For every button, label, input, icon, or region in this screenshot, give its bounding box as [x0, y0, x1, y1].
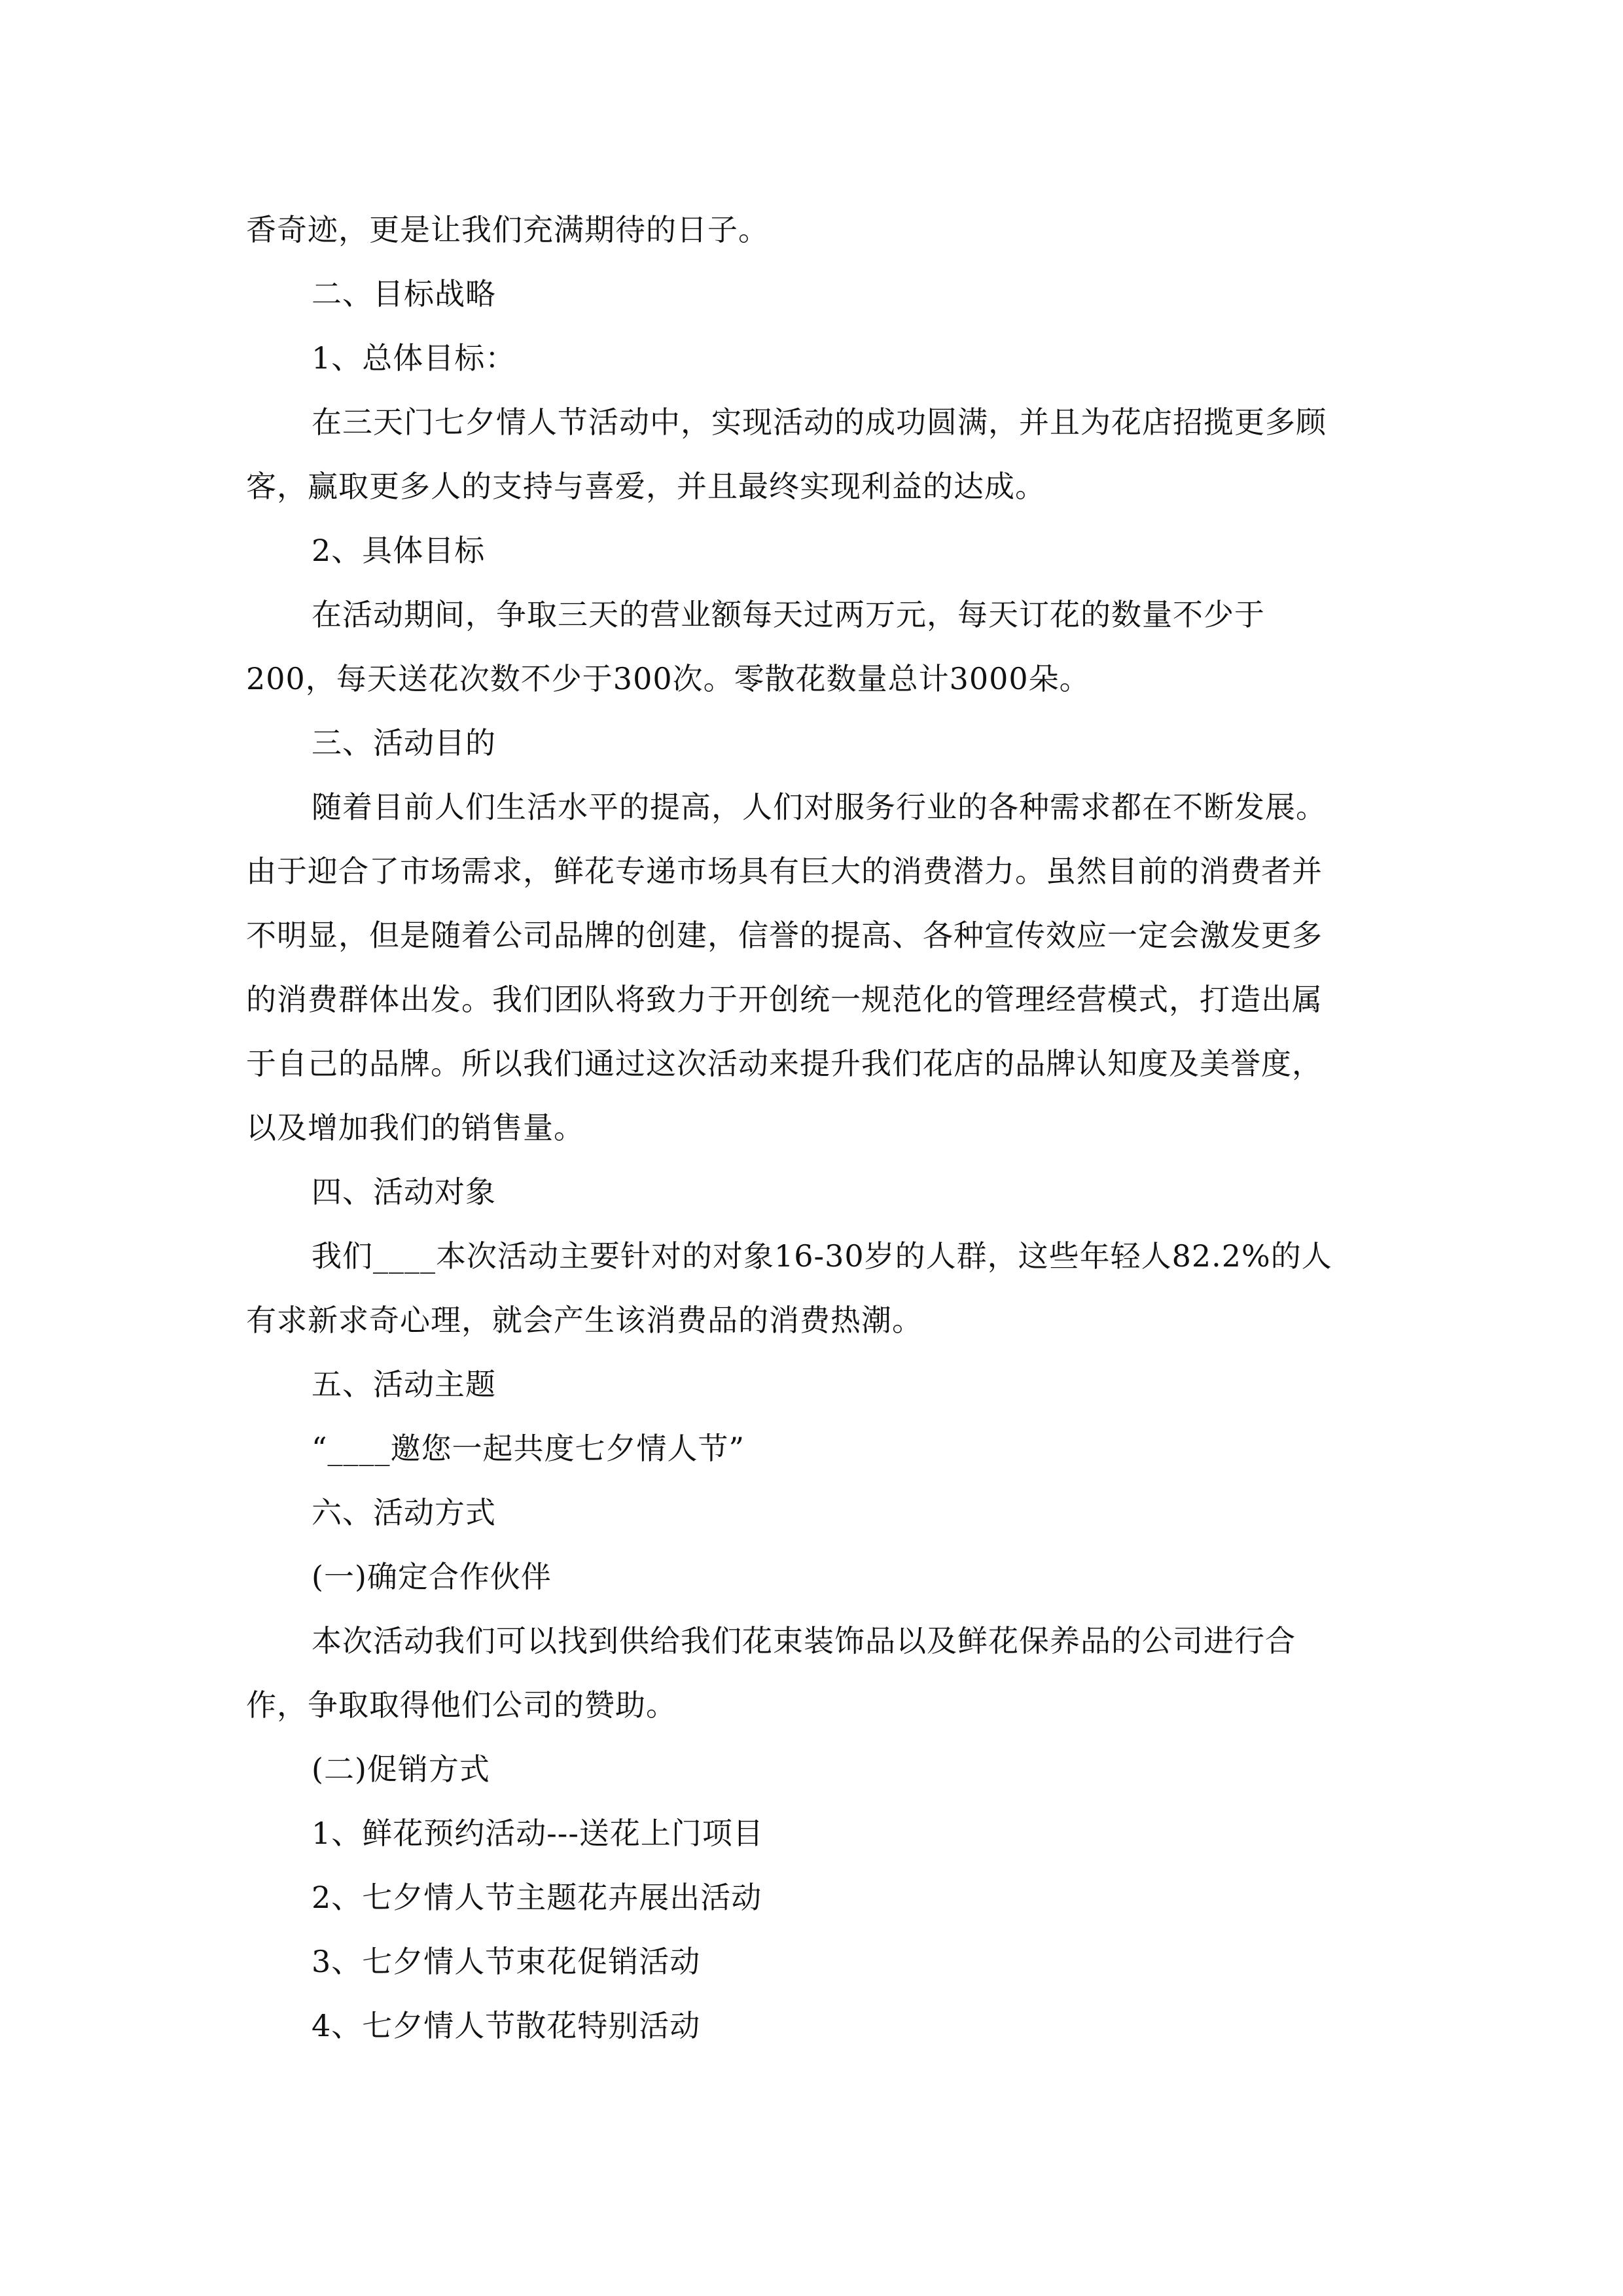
text-line: 本次活动我们可以找到供给我们花束装饰品以及鲜花保养品的公司进行合: [312, 1623, 1296, 1659]
text-line: 不明显，但是随着公司品牌的创建，信誉的提高、各种宣传效应一定会激发更多: [246, 918, 1323, 953]
text-line: 我们____本次活动主要针对的对象16-30岁的人群，这些年轻人82.2%的人: [312, 1238, 1332, 1274]
list-item: 1、鲜花预约活动---送花上门项目: [312, 1816, 764, 1851]
document-page: [246, 198, 1378, 2058]
text-line: 在活动期间，争取三天的营业额每天过两万元，每天订花的数量不少于: [312, 597, 1265, 632]
text-line: 200，每天送花次数不少于300次。零散花数量总计3000朵。: [246, 661, 1090, 696]
text-line: “____邀您一起共度七夕情人节”: [312, 1431, 745, 1466]
text-line: 的消费群体出发。我们团队将致力于开创统一规范化的管理经营模式，打造出属: [246, 982, 1323, 1017]
section-heading: 六、活动方式: [312, 1495, 496, 1530]
section-heading: 三、活动目的: [312, 725, 496, 761]
text-line: 随着目前人们生活水平的提高，人们对服务行业的各种需求都在不断发展。: [312, 789, 1327, 825]
subsection-heading: (二)促销方式: [312, 1751, 490, 1787]
text-line: 客，赢取更多人的支持与喜爱，并且最终实现利益的达成。: [246, 469, 1046, 504]
subsection-heading: 2、具体目标: [312, 533, 486, 568]
subsection-heading: (一)确定合作伙伴: [312, 1559, 552, 1594]
text-line: 作，争取取得他们公司的赞助。: [246, 1687, 677, 1723]
text-line: 有求新求奇心理，就会产生该消费品的消费热潮。: [246, 1302, 923, 1338]
text-line: 香奇迹，更是让我们充满期待的日子。: [246, 212, 769, 247]
text-line: 在三天门七夕情人节活动中，实现活动的成功圆满，并且为花店招揽更多顾: [312, 404, 1327, 440]
text-line: 由于迎合了市场需求，鲜花专递市场具有巨大的消费潜力。虽然目前的消费者并: [246, 853, 1323, 889]
section-heading: 四、活动对象: [312, 1174, 496, 1210]
subsection-heading: 1、总体目标：: [312, 340, 516, 376]
list-item: 2、七夕情人节主题花卉展出活动: [312, 1880, 762, 1915]
text-line: 于自己的品牌。所以我们通过这次活动来提升我们花店的品牌认知度及美誉度，: [246, 1046, 1323, 1081]
list-item: 4、七夕情人节散花特别活动: [312, 2008, 701, 2043]
list-item: 3、七夕情人节束花促销活动: [312, 1944, 701, 1979]
section-heading: 五、活动主题: [312, 1367, 496, 1402]
text-line: 以及增加我们的销售量。: [246, 1110, 584, 1145]
section-heading: 二、目标战略: [312, 276, 496, 312]
